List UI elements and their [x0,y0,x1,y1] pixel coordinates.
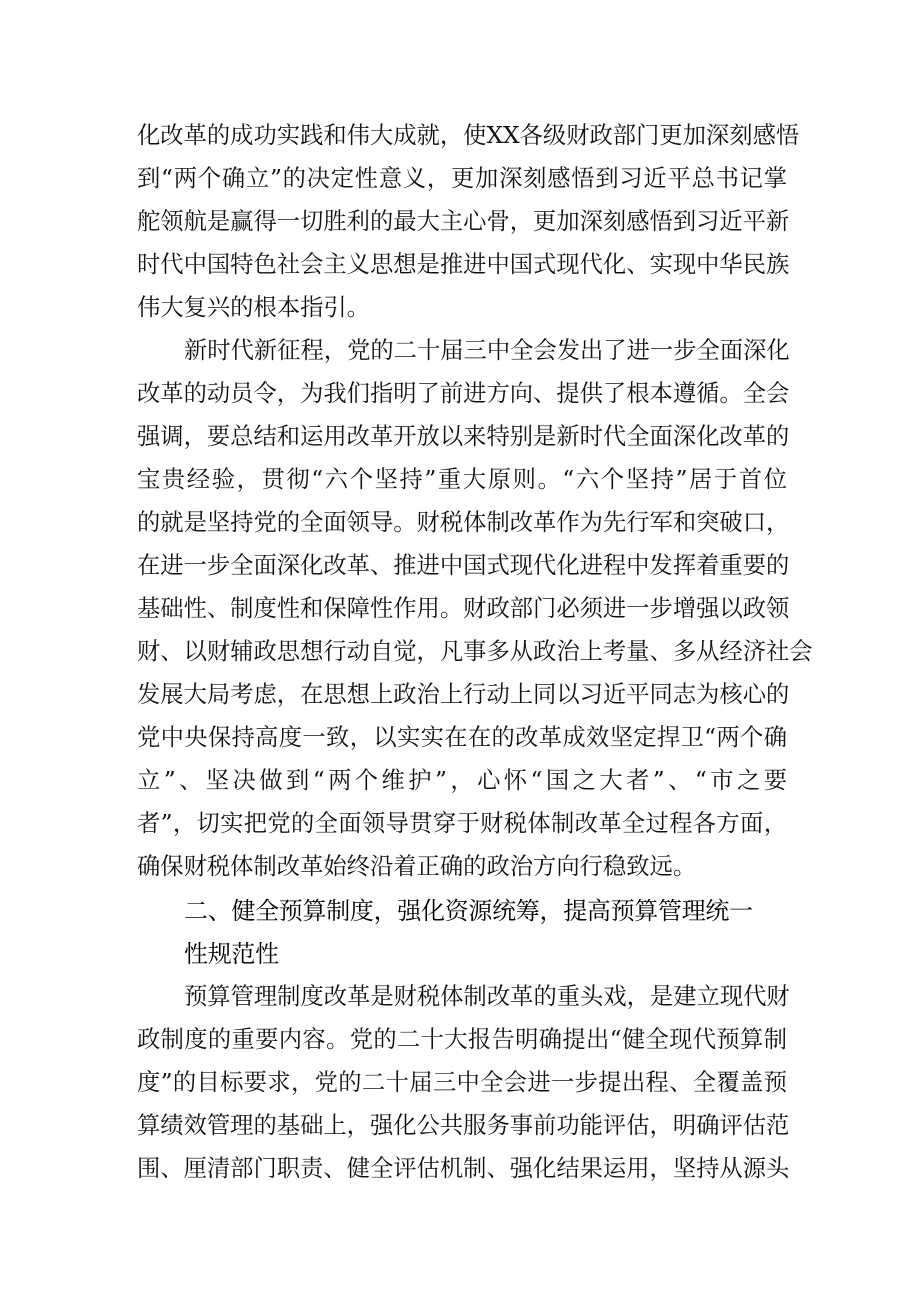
paragraph-line: 确保财税体制改革始终沿着正确的政治方向行稳致远。 [137,853,697,880]
paragraph-first-line: 预算管理制度改革是财税体制改革的重头戏，是建立现代财 [184,983,790,1010]
paragraph-line: 舵领航是赢得一切胜利的最大主心骨，更加深刻感悟到习近平新 [137,208,790,235]
paragraph-line: 强调，要总结和运用改革开放以来特别是新时代全面深化改革的 [137,423,790,450]
paragraph-line: 围、厘清部门职责、健全评估机制、强化结果运用，坚持从源头 [137,1155,790,1182]
paragraph-line: 化改革的成功实践和伟大成就，使XX各级财政部门更加深刻感悟 [137,122,800,149]
section-heading-continued: 性规范性 [184,940,279,968]
paragraph-line: 立”、坚决做到“两个维护”，心怀“国之大者”、“市之要 [137,767,787,794]
paragraph-line: 到“两个确立”的决定性意义，更加深刻感悟到习近平总书记掌 [137,165,787,192]
paragraph-line: 改革的动员令，为我们指明了前进方向、提供了根本遵循。全会 [137,380,790,407]
paragraph-line: 基础性、制度性和保障性作用。财政部门必须进一步增强以政领 [137,595,790,622]
section-heading: 二、健全预算制度，强化资源统筹，提高预算管理统一 [184,897,753,925]
paragraph-line: 宝贵经验，贯彻“六个坚持”重大原则。“六个坚持”居于首位 [137,466,787,493]
paragraph-line: 算绩效管理的基础上，强化公共服务事前功能评估，明确评估范 [137,1112,790,1139]
paragraph-line: 在进一步全面深化改革、推进中国式现代化进程中发挥着重要的 [137,552,790,579]
paragraph-line: 时代中国特色社会主义思想是推进中国式现代化、实现中华民族 [137,251,790,278]
paragraph-line: 发展大局考虑，在思想上政治上行动上同以习近平同志为核心的 [137,681,790,708]
paragraph-line: 的就是坚持党的全面领导。财税体制改革作为先行军和突破口， [137,509,790,536]
paragraph-line: 财、以财辅政思想行动自觉，凡事多从政治上考量、多从经济社会 [137,638,813,665]
paragraph-line: 党中央保持高度一致，以实实在在的改革成效坚定捍卫“两个确 [137,724,787,751]
paragraph-line: 伟大复兴的根本指引。 [137,294,370,321]
paragraph-line: 度”的目标要求，党的二十届三中全会进一步提出程、全覆盖预 [137,1069,787,1096]
paragraph-line: 者”，切实把党的全面领导贯穿于财税体制改革全过程各方面， [137,810,787,837]
paragraph-line: 政制度的重要内容。党的二十大报告明确提出“健全现代预算制 [137,1026,787,1053]
paragraph-first-line: 新时代新征程，党的二十届三中全会发出了进一步全面深化 [184,337,790,364]
